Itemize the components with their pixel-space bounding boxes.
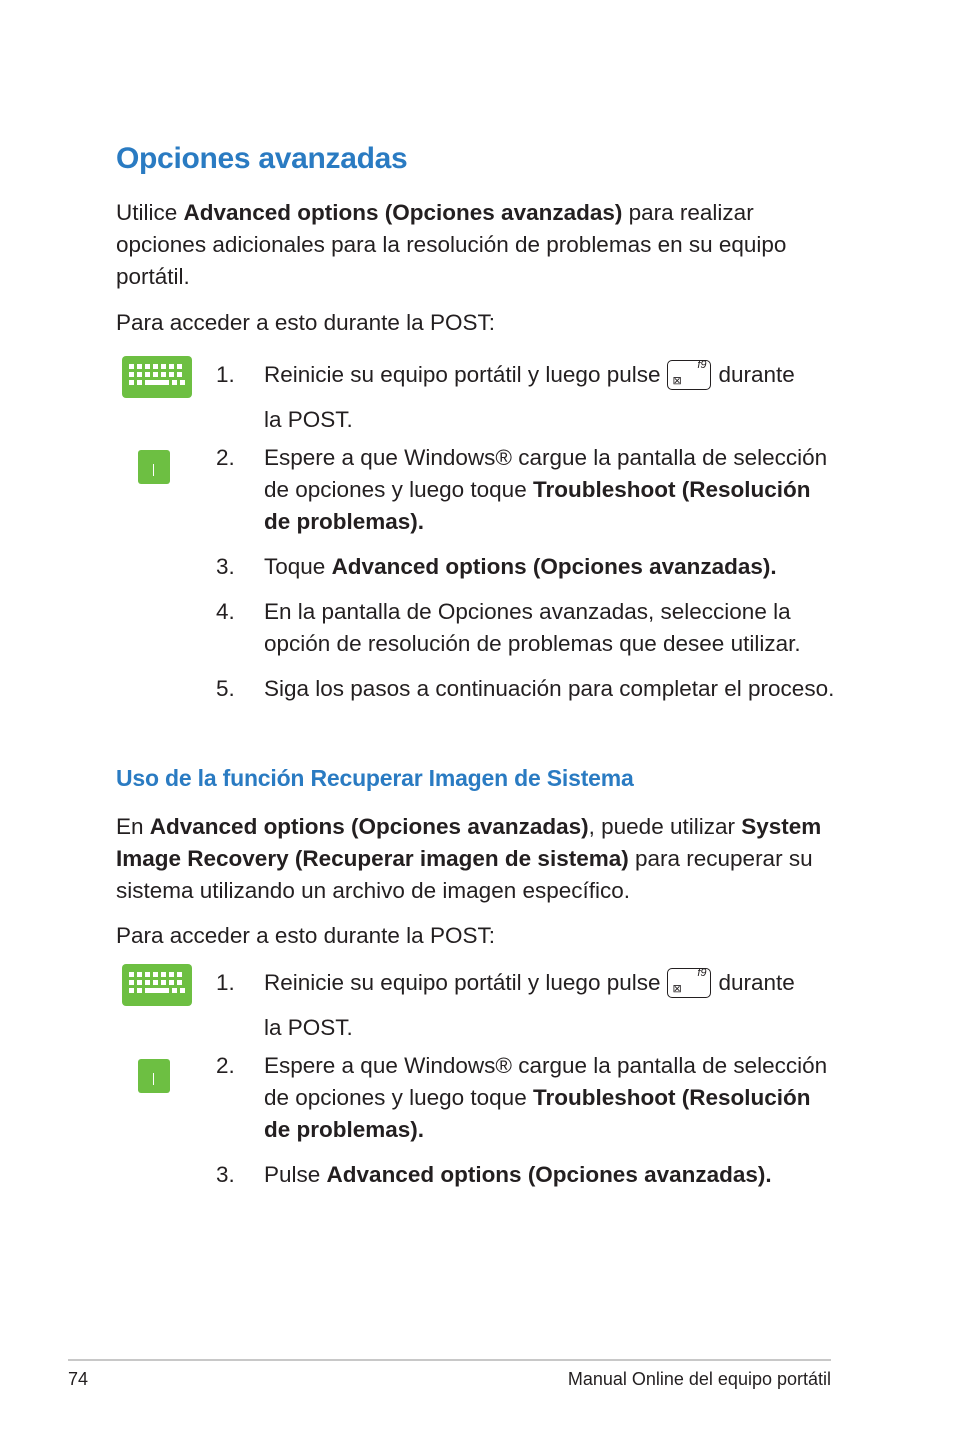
footer-divider — [68, 1359, 831, 1361]
f9-key-icon: f9 ⊠ — [667, 360, 711, 390]
keyboard-icon — [122, 964, 192, 1006]
page-number: 74 — [68, 1369, 89, 1389]
keyboard-icon — [122, 356, 192, 398]
access-instruction: Para acceder a esto durante la POST: — [116, 310, 495, 335]
page-title: Opciones avanzadas — [116, 142, 408, 175]
section-intro: Utilice Advanced options (Opciones avanzadas) para realizar opciones adicionales para la resolución de problemas en su equipo portátil. — [116, 200, 787, 289]
manual-title: Manual Online del equipo portátil — [567, 1369, 831, 1389]
subsection-intro: En Advanced options (Opciones avanzadas), puede utilizar System Image Recovery (Recuperar imagen de sistema) para recuperar su sistema utilizando un archivo de imagen específico. — [116, 814, 822, 903]
touch-icon — [138, 450, 170, 484]
touch-icon — [138, 1059, 170, 1093]
access-instruction: Para acceder a esto durante la POST: — [116, 923, 495, 948]
subsection-title: Uso de la función Recuperar Imagen de Sistema — [116, 765, 634, 791]
f9-key-icon: f9 ⊠ — [667, 968, 711, 998]
